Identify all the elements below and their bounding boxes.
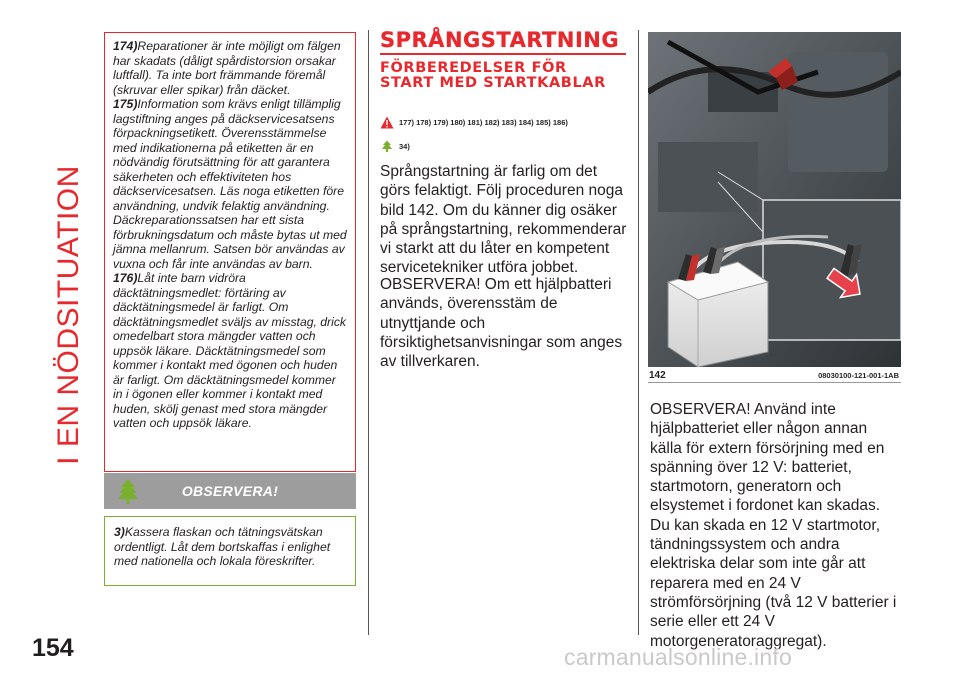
tree-icon	[380, 140, 394, 153]
jump-start-illustration	[648, 32, 901, 367]
column-divider	[368, 30, 369, 635]
figure-number: 142	[649, 369, 666, 381]
warning-note: 175)Information som krävs enligt tillämplig lagstiftning anges på däckservicesatsens förpackningsetikett. Överensstämmelse med indikationerna på etiketten är en nödvändig förutsättning för att garantera säkerheten och effektiviteten hos däckservicesatsen. Läs noga etiketten före användning, undvik felaktig användning. Däckreparationssatsen har ett sista förbrukningsdatum och måste bytas ut med jämna mellanrum. Satsen bör användas av vuxna och får inte användas av barn.	[113, 97, 347, 271]
paragraph: OBSERVERA! Använd inte hjälpbatteriet eller någon annan källa för extern försörjning med en spänning över 12 V: batteriet, startmotorn, generatorn och elsystemet i fordonet kan skadas. Du kan skada en 12 V startmotor, tändningssystem och andra elektriska delar som inte går att reparera med en 24 V strömförsörjning (två 12 V batterier i serie eller ett 24 V motorgeneratoraggregat).	[650, 401, 897, 650]
heading-underline	[380, 53, 626, 55]
environment-note: 3)Kassera flaskan och tätningsvätskan ordentligt. Låt dem bortskaffas i enlighet med nationella och lokala föreskrifter.	[104, 516, 356, 586]
figure-code: 08030100-121-001-1AB	[818, 370, 899, 380]
section-side-title: I EN NÖDSITUATION	[52, 165, 85, 465]
warning-notes-box	[104, 32, 356, 472]
figure-caption	[648, 368, 901, 383]
warning-note: 174)Reparationer är inte möjligt om fälgen har skadats (dåligt spårdistorsion orsakar luftfall). Ta inte bort främmande föremål (skruvar eller spikar) från däcket.	[113, 39, 341, 97]
warning-note: 176)Låt inte barn vidröra däcktätningsmedlet: förtäring av däcktätningsmedel är farligt. Om däcktätningsmedlet sväljs av misstag, drick omedelbart stora mängder vatten och uppsök läkare. Däcktätningsmedel som kommer i kontakt med ögonen och huden är farligt. Om däcktätningsmedel kommer in i ögonen eller kommer i kontakt med huden, skölj genast med stora mängder vatten och uppsök läkare.	[113, 271, 347, 430]
page-number: 154	[32, 634, 74, 662]
paragraph: Språngstartning är farlig om det görs felaktigt. Följ proceduren noga bild 142. Om du känner dig osäker på språngstartning, rekommenderar vi starkt att du låter en kompetent servicetekniker utföra jobbet.	[380, 163, 627, 277]
environment-title: OBSERVERA!	[181, 483, 279, 499]
warning-refs: 177) 178) 179) 180) 181) 182) 183) 184) 185) 186)	[380, 116, 568, 129]
warning-triangle-icon	[380, 116, 394, 129]
section-heading: SPRÅNGSTARTNING	[380, 28, 620, 52]
paragraph: OBSERVERA! Om ett hjälpbatteri används, överensstäm de utnyttjande och försiktighetsanvisningar som anges av tillverkaren.	[380, 276, 623, 371]
column-divider	[638, 30, 639, 635]
subheading: FÖRBEREDELSER FÖR START MED STARTKABLAR	[380, 60, 606, 91]
environment-header	[104, 473, 356, 509]
environment-refs: 34)	[380, 140, 410, 153]
watermark: carmanualsonline.info	[564, 644, 792, 670]
